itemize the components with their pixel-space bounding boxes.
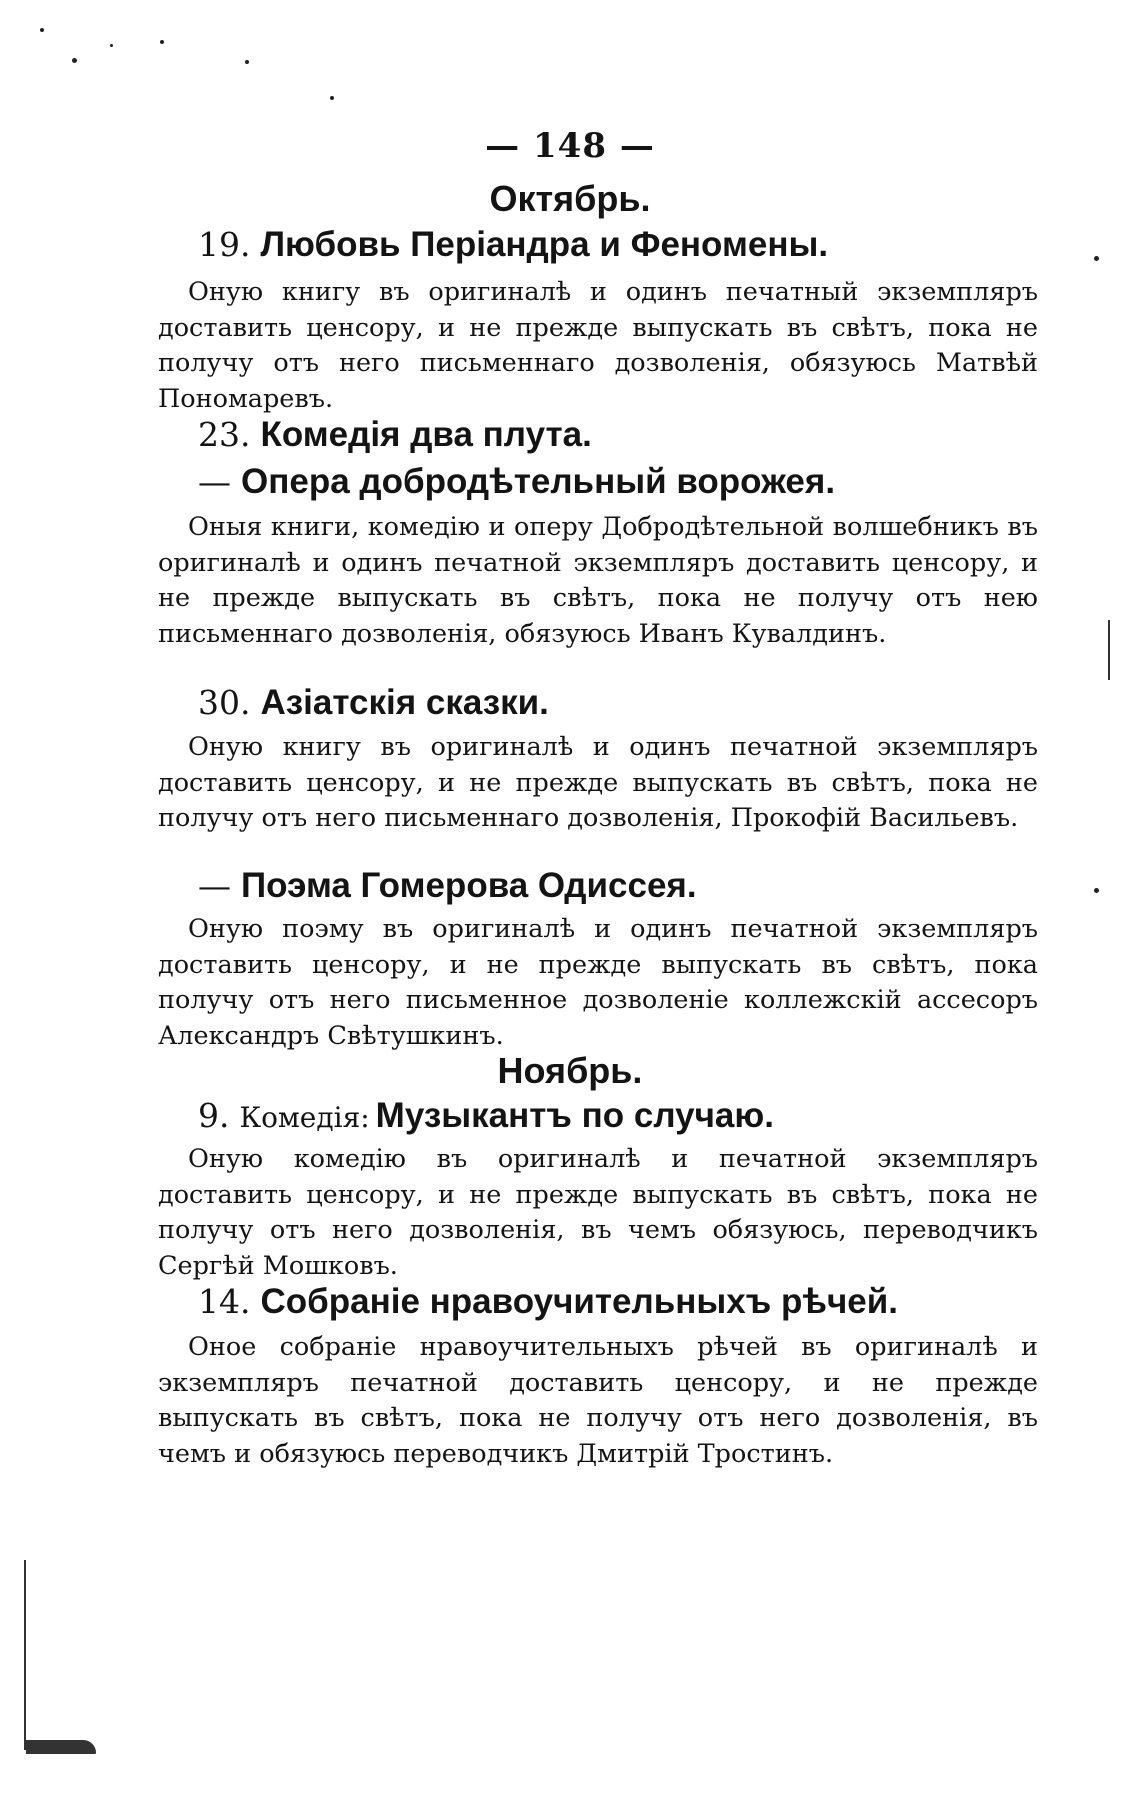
entry-heading [198, 683, 549, 723]
entry-title: Комедія два плута. [260, 415, 592, 454]
entry-title: Собраніе нравоучительныхъ рѣчей. [260, 1282, 899, 1321]
scan-speck [1094, 256, 1099, 261]
page-number: — 148 — [485, 126, 655, 166]
scan-edge-mark [1108, 620, 1110, 680]
entry-number: 14. [198, 1282, 251, 1321]
entry-text: Оную поэму въ оригиналѣ и одинъ печатной экземпляръ доставить ценсору, и не прежде выпускать въ свѣтъ, пока получу отъ него письменное дозволеніе коллежскій ассесоръ Александръ Свѣтушкинъ. [158, 914, 1038, 1051]
entry-heading [198, 415, 592, 455]
scan-speck [160, 40, 164, 44]
entry-title: Любовь Періандра и Феномены. [260, 225, 829, 264]
entry-heading [198, 225, 828, 265]
scan-speck [40, 28, 44, 32]
scan-speck [110, 44, 113, 47]
entry-number: 9. [198, 1096, 230, 1135]
scan-edge-mark [24, 1560, 26, 1750]
section-heading-november: Ноябрь. [497, 1050, 643, 1091]
entry-prefix: Комедія: [239, 1101, 370, 1134]
entry-number: 23. [198, 415, 251, 454]
entry-title: Поэма Гомерова Одиссея. [241, 866, 697, 905]
entry-dash: — [198, 462, 231, 501]
entry-text: Оную книгу въ оригиналѣ и одинъ печатный экземпляръ доставить ценсору, и не прежде выпускать въ свѣтъ, пока не получу отъ него письменнаго дозволенія, обязуюсь Матвѣй Пономаревъ. [158, 277, 1038, 414]
scan-speck [330, 96, 334, 100]
entry-text: Оную комедію въ оригиналѣ и печатной экземпляръ доставить ценсору, и не прежде выпускать въ свѣтъ, пока не получу отъ него дозволенія, въ чемъ обязуюсь, переводчикъ Сергѣй Мошковъ. [158, 1144, 1038, 1281]
entry-text: Оныя книги, комедію и оперу Добродѣтельной волшебникъ въ оригиналѣ и одинъ печатной экземпляръ доставить ценсору, и не прежде выпускать въ свѣтъ, пока не получу отъ нею письменнаго дозволенія, обязуюсь Иванъ Кувалдинъ. [158, 512, 1038, 649]
entry-dash: — [198, 866, 231, 905]
entry-number: 30. [198, 683, 251, 722]
entry-heading [198, 866, 697, 906]
entry-text: Оную книгу въ оригиналѣ и одинъ печатной экземпляръ доставить ценсору, и не прежде выпускать въ свѣтъ, пока не получу отъ него письменнаго дозволенія, Прокофій Васильевъ. [158, 732, 1038, 833]
entry-title: Музыкантъ по случаю. [375, 1096, 774, 1135]
scan-speck [1094, 888, 1099, 893]
section-heading-october: Октябрь. [489, 178, 651, 219]
entry-text: Оное собраніе нравоучительныхъ рѣчей въ оригиналѣ и экземпляръ печатной доставить ценсору, и не прежде выпускать въ свѣтъ, пока не получу отъ него дозволенія, въ чемъ и обязуюсь переводчикъ Дмитрій Тростинъ. [158, 1332, 1038, 1469]
entry-title: Азіатскія сказки. [260, 683, 549, 722]
entry-number: 19. [198, 225, 251, 264]
scan-speck [72, 58, 77, 63]
entry-heading [198, 1282, 898, 1322]
entry-heading [198, 462, 835, 502]
entry-title: Опера добродѣтельный ворожея. [241, 462, 836, 501]
scan-edge-mark [26, 1740, 96, 1754]
scan-speck [245, 60, 249, 64]
entry-heading [198, 1096, 774, 1136]
